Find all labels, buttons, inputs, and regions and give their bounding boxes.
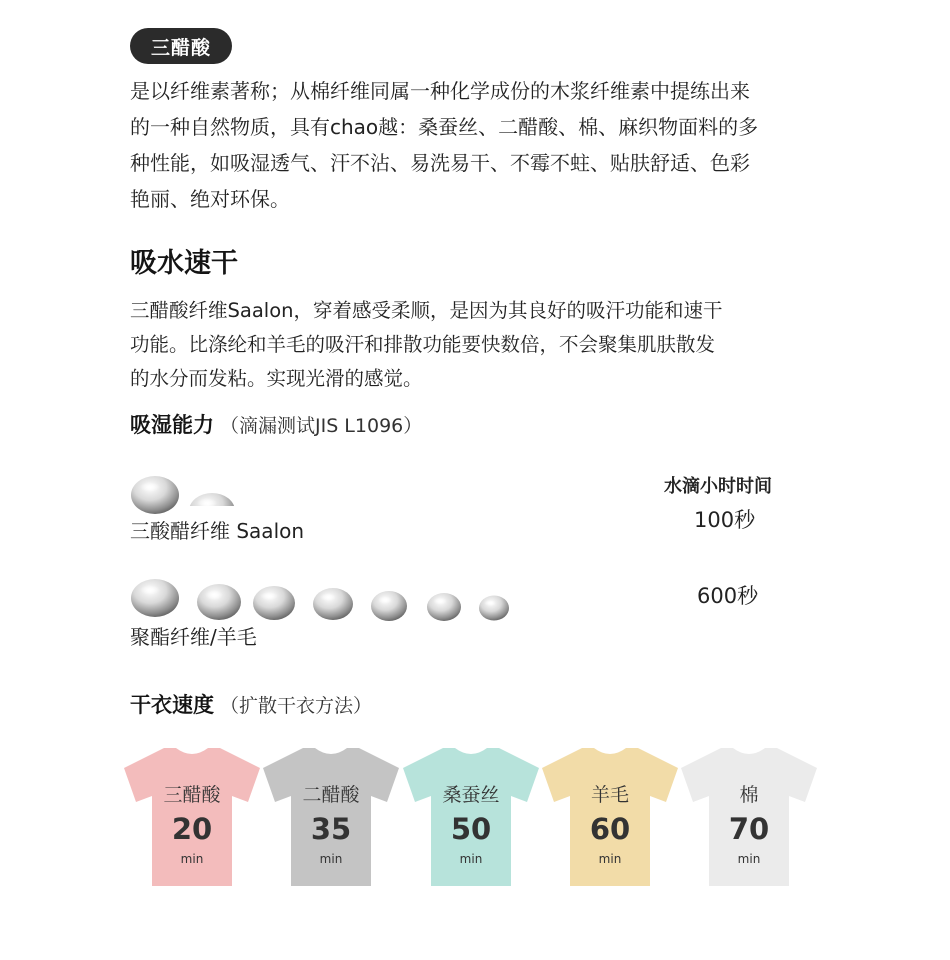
- fabric-name: 羊毛: [590, 784, 629, 806]
- dry-minutes: 50: [450, 812, 492, 846]
- dry-unit: min: [737, 852, 761, 866]
- dry-minutes: 35: [310, 812, 352, 846]
- tshirt-card-wool: [542, 748, 678, 888]
- dry-heading: [130, 689, 372, 722]
- tshirt-card-diacetate: [263, 748, 399, 888]
- dry-unit: min: [459, 852, 483, 866]
- section-title: 吸水速干: [130, 248, 238, 279]
- absorb-heading: [130, 409, 422, 442]
- absorb-note: （滴漏测试JIS L1096）: [220, 415, 423, 437]
- absorb-value-polyester-wool: 600秒: [697, 584, 759, 608]
- water-drop-icon: [368, 588, 410, 624]
- title-badge: 三醋酸: [130, 28, 232, 64]
- tshirt-card-mulberry-silk: [403, 748, 539, 888]
- water-drop-icon: [194, 580, 244, 624]
- intro-paragraph: [130, 73, 830, 217]
- tshirt-card-cotton: [681, 748, 817, 888]
- water-drop-icon: [476, 593, 512, 623]
- description-line: 三醋酸纤维Saalon，穿着感受柔顺，是因为其良好的吸汗功能和速干: [130, 299, 723, 322]
- absorb-value-saalon: 100秒: [694, 508, 756, 532]
- dry-unit: min: [598, 852, 622, 866]
- dry-minutes: 60: [589, 812, 631, 846]
- water-drop-icon: [424, 590, 464, 624]
- description-line: 功能。比涤纶和羊毛的吸汗和排散功能要快数倍，不会聚集肌肤散发: [130, 333, 716, 356]
- dry-unit: min: [319, 852, 343, 866]
- intro-line: 的一种自然物质，具有chao越：桑蚕丝、二醋酸、棉、麻织物面料的多: [130, 115, 759, 139]
- intro-line: 种性能，如吸湿透气、汗不沾、易洗易干、不霉不蛀、贴肤舒适、色彩: [130, 151, 750, 175]
- water-drop-icon: [184, 486, 240, 506]
- water-drop-icon: [310, 584, 356, 624]
- description-line: 的水分而发粘。实现光滑的感觉。: [130, 367, 423, 390]
- fabric-name: 二醋酸: [302, 784, 360, 806]
- dry-minutes: 70: [728, 812, 770, 846]
- water-drop-icon: [128, 574, 182, 622]
- fabric-name: 三醋酸: [163, 784, 221, 806]
- description-paragraph: [130, 294, 820, 396]
- dry-minutes: 20: [171, 812, 213, 846]
- water-drop-icon: [250, 582, 298, 624]
- water-drop-icon: [128, 466, 182, 516]
- dry-unit: min: [180, 852, 204, 866]
- tshirt-card-triacetate: [124, 748, 260, 888]
- fiber-label-polyester-wool: 聚酯纤维/羊毛: [130, 625, 257, 649]
- absorb-title: 吸湿能力: [130, 413, 214, 437]
- fabric-name: 桑蚕丝: [442, 784, 500, 806]
- water-drop-time-header: 水滴小时时间: [664, 476, 772, 497]
- intro-line: 是以纤维素著称；从棉纤维同属一种化学成份的木浆纤维素中提练出来: [130, 79, 750, 103]
- fabric-name: 棉: [739, 784, 759, 806]
- water-drops-row-1: [128, 466, 258, 522]
- intro-line: 艳丽、绝对环保。: [130, 187, 290, 211]
- dry-note: （扩散干衣方法）: [220, 695, 373, 717]
- dry-title: 干衣速度: [130, 693, 214, 717]
- fiber-label-saalon: 三酸醋纤维 Saalon: [130, 519, 305, 543]
